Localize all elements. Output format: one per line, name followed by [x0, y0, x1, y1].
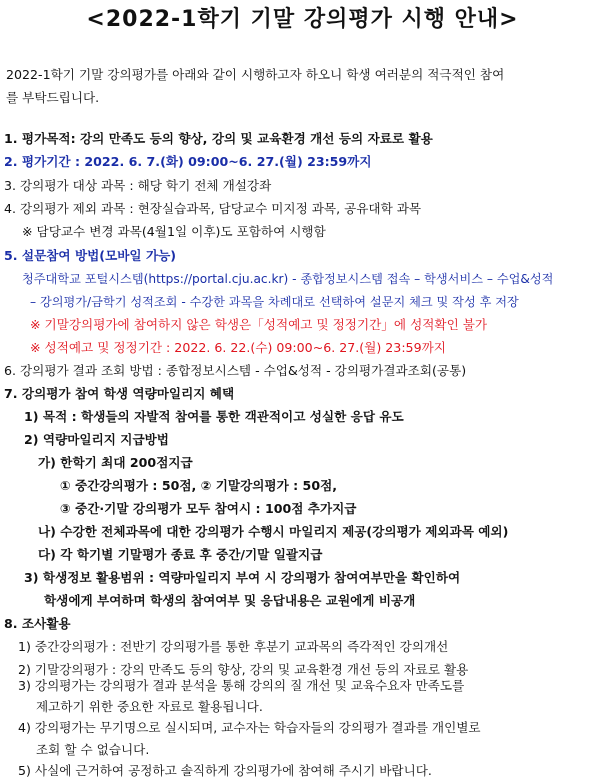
mileage-info-scope-cont: 학생에게 부여하며 학생의 참여여부 및 응답내용은 교원에게 비공개 — [44, 593, 416, 608]
mileage-purpose: 1) 목적 : 학생들의 자발적 참여를 통한 객관적이고 성실한 응답 유도 — [24, 409, 404, 424]
item-mileage-heading: 7. 강의평가 참여 학생 역량마일리지 혜택 — [4, 386, 235, 401]
item-excluded-courses: 4. 강의평가 제외 과목 : 현장실습과목, 담당교수 미지정 과목, 공유대학 과목 — [4, 201, 422, 216]
item-target-courses: 3. 강의평가 대상 과목 : 해당 학기 전체 개설강좌 — [4, 178, 272, 193]
mileage-method-c: 다) 각 학기별 기말평가 종료 후 중간/기말 일괄지급 — [38, 547, 323, 562]
item-period: 2. 평가기간 : 2022. 6. 7.(화) 09:00~6. 27.(월) 23:59까지 — [4, 154, 372, 169]
mileage-method-a: 가) 한학기 최대 200점지급 — [38, 455, 193, 470]
method-line-1: 청주대학교 포털시스템(https://portal.cju.ac.kr) - 종합정보시스템 접속 – 학생서비스 – 수업&성적 — [22, 272, 554, 286]
usage-5: 5) 사실에 근거하여 공정하고 솔직하게 강의평가에 참여해 주시기 바랍니다. — [18, 763, 432, 778]
usage-2: 2) 기말강의평가 : 강의 만족도 등의 향상, 강의 및 교육환경 개선 등의 자료로 활용 — [18, 662, 469, 677]
item-usage-heading: 8. 조사활용 — [4, 616, 71, 631]
intro-line-2: 를 부탁드립니다. — [6, 90, 100, 105]
mileage-method-heading: 2) 역량마일리지 지급방법 — [24, 432, 169, 447]
mileage-method-a2: ③ 중간·기말 강의평가 모두 참여시 : 100점 추가지급 — [60, 501, 357, 516]
item-method-heading: 5. 설문참여 방법(모바일 가능) — [4, 248, 177, 263]
method-line-2: – 강의평가/금학기 성적조회 - 수강한 과목을 차례대로 선택하여 설문지 체크 및 작성 후 저장 — [30, 295, 519, 309]
usage-4-cont: 조회 할 수 없습니다. — [36, 742, 150, 757]
usage-3-cont: 제고하기 위한 중요한 자료로 활용됩니다. — [36, 699, 263, 714]
mileage-method-b: 나) 수강한 전체과목에 대한 강의평가 수행시 마일리지 제공(강의평가 제외과목 예외) — [38, 524, 509, 539]
mileage-info-scope: 3) 학생정보 활용범위 : 역량마일리지 부여 시 강의평가 참여여부만을 확인하여 — [24, 570, 461, 585]
method-warning-2: ※ 성적예고 및 정정기간 : 2022. 6. 22.(수) 09:00~6. 27.(월) 23:59까지 — [30, 340, 446, 355]
item-purpose: 1. 평가목적: 강의 만족도 등의 향상, 강의 및 교육환경 개선 등의 자료로 활용 — [4, 131, 433, 146]
usage-4: 4) 강의평가는 무기명으로 실시되며, 교수자는 학습자들의 강의평가 결과를 개인별로 — [18, 720, 481, 735]
item-excluded-note: ※ 담당교수 변경 과목(4월1일 이후)도 포함하여 시행함 — [22, 224, 326, 239]
intro-line-1: 2022-1학기 기말 강의평가를 아래와 같이 시행하고자 하오니 학생 여러분의 적극적인 참여 — [6, 67, 505, 82]
item-result-inquiry: 6. 강의평가 결과 조회 방법 : 종합정보시스템 - 수업&성적 - 강의평가결과조회(공통) — [4, 363, 467, 378]
mileage-method-a1: ① 중간강의평가 : 50점, ② 기말강의평가 : 50점, — [60, 478, 338, 493]
page-title: <2022-1학기 기말 강의평가 시행 안내> — [86, 7, 519, 32]
usage-1: 1) 중간강의평가 : 전반기 강의평가를 통한 후분기 교과목의 즉각적인 강의개선 — [18, 639, 449, 654]
method-warning-1: ※ 기말강의평가에 참여하지 않은 학생은「성적예고 및 정정기간」에 성적확인 불가 — [30, 317, 488, 332]
usage-3: 3) 강의평가는 강의평가 결과 분석을 통해 강의의 질 개선 및 교육수요자 만족도를 — [18, 678, 465, 693]
